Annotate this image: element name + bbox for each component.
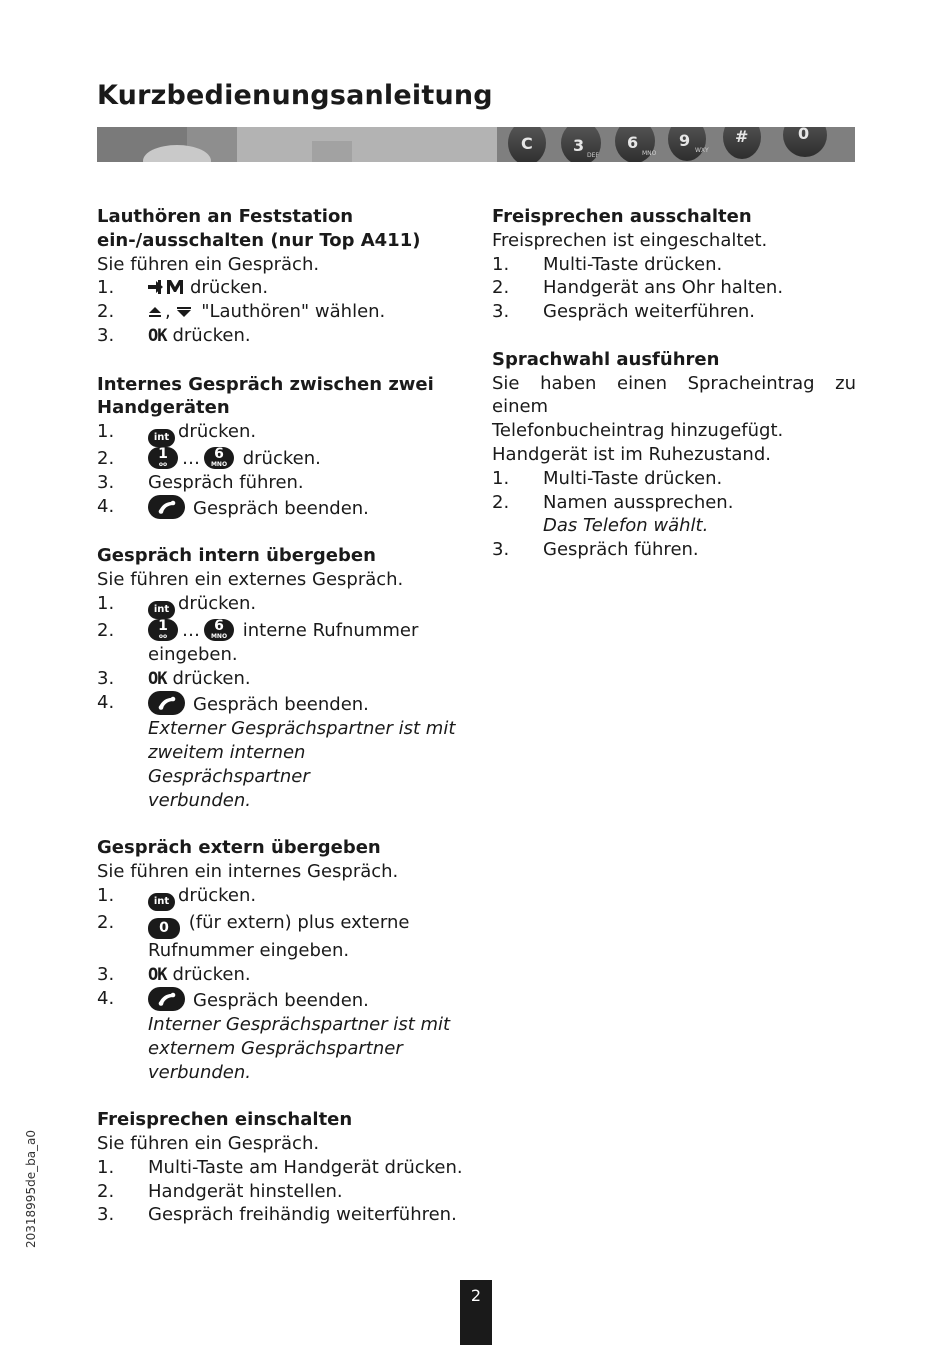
int-key-icon: int (148, 429, 175, 447)
step-text: Handgerät hinstellen. (148, 1180, 343, 1202)
ok-key-icon: OK (148, 964, 167, 985)
step (97, 324, 467, 349)
key-label: 6 (627, 133, 639, 152)
section-title: Gespräch intern übergeben (97, 545, 376, 567)
step-text: Gespräch führen. (148, 471, 304, 493)
ok-key-icon: OK (148, 668, 167, 689)
step-text: Gespräch beenden. (193, 990, 369, 1012)
display-area (237, 127, 497, 162)
step-text: Multi-Taste drücken. (543, 467, 723, 489)
nav-down-icon (176, 306, 192, 318)
step (492, 467, 856, 491)
key-sublabel: MNO (642, 150, 657, 157)
result-note: Interner Gesprächspartner ist mit (148, 1014, 451, 1036)
ellipsis: … (182, 448, 200, 470)
section-title: ein-/ausschalten (nur Top A411) (97, 229, 421, 251)
document-code: 20318995de_ba_a0 (24, 1129, 38, 1248)
step-number: 2. (97, 1180, 115, 1202)
step-text: eingeben. (148, 643, 238, 665)
step (97, 471, 467, 495)
int-key-icon: int (148, 893, 175, 911)
section-title: Lauthören an Feststation (97, 206, 354, 227)
key-sublabel: DEF (587, 152, 599, 159)
menu-key-icon (148, 279, 186, 295)
step-number: 4. (97, 495, 115, 517)
step-number: 4. (97, 692, 115, 714)
step-number: 2. (97, 911, 115, 933)
key-label: C (521, 134, 533, 153)
step (97, 447, 467, 471)
key-1-icon: 1 oo (148, 619, 178, 641)
step-number: 1. (97, 277, 115, 299)
section-handsfree-off (492, 205, 856, 324)
result-note: Externer Gesprächspartner ist mit (148, 718, 456, 740)
step (97, 619, 467, 667)
section-title: Freisprechen ausschalten (492, 206, 752, 227)
result-note: verbunden. (148, 789, 251, 811)
page-number: 2 (460, 1280, 492, 1345)
section-title: Sprachwahl ausführen (492, 348, 720, 370)
ellipsis: … (182, 619, 200, 641)
section-intro: Sie führen ein internes Gespräch. (97, 860, 399, 882)
step-number: 2. (97, 619, 115, 641)
step (97, 667, 467, 692)
step (97, 495, 467, 521)
step-text: Multi-Taste am Handgerät drücken. (148, 1156, 463, 1178)
step-number: 3. (97, 963, 115, 985)
step-text: interne Rufnummer (242, 619, 419, 641)
int-key-icon: int (148, 601, 175, 619)
handset-keypad-banner (97, 127, 855, 162)
result-note: verbunden. (148, 1061, 251, 1083)
section-title: Handgeräten (97, 397, 230, 419)
step (97, 276, 467, 300)
step (492, 276, 856, 300)
section-intro: Handgerät ist im Ruhezustand. (492, 443, 771, 465)
step-number: 3. (97, 1204, 115, 1226)
step-number: 1. (97, 1156, 115, 1178)
step (97, 1203, 467, 1227)
key-label: 9 (679, 131, 691, 150)
step-text: Gespräch weiterführen. (543, 301, 755, 323)
section-intro: Sie haben einen Spracheintrag zu einem (492, 372, 856, 418)
key-6-icon: 6 MNO (204, 619, 234, 641)
step (97, 300, 467, 324)
step-number: 3. (97, 667, 115, 689)
step (492, 253, 856, 277)
step-text: drücken. (190, 277, 269, 299)
step (97, 592, 467, 619)
step-text: (für extern) plus externe (188, 911, 410, 933)
key-label: 0 (798, 127, 810, 143)
step (97, 987, 467, 1013)
end-call-key-icon (148, 495, 185, 519)
step-number: 3. (97, 471, 115, 493)
step (97, 1156, 467, 1180)
step (492, 538, 856, 562)
step (97, 963, 467, 988)
step-number: 2. (97, 301, 115, 323)
result-note: Das Telefon wählt. (543, 515, 709, 537)
key-label: # (735, 127, 749, 146)
section-intro: Sie führen ein Gespräch. (97, 253, 320, 275)
section-transfer-external (97, 836, 467, 1084)
step (97, 911, 467, 963)
nav-up-icon (148, 306, 162, 318)
step-number: 4. (97, 988, 115, 1010)
section-title: Gespräch extern übergeben (97, 837, 381, 859)
step-text: drücken. (172, 324, 251, 346)
step-text: "Lauthören" wählen. (201, 301, 386, 323)
ok-key-icon: OK (148, 325, 167, 346)
step-text: Gespräch führen. (543, 539, 699, 561)
keypad-photo (97, 127, 855, 162)
key-1-icon: 1 oo (148, 447, 178, 469)
step-text: drücken. (178, 884, 257, 906)
section-intro: Sie führen ein Gespräch. (97, 1133, 320, 1155)
step-number: 3. (492, 539, 510, 561)
section-internal-call (97, 373, 467, 521)
step-text: Gespräch freihändig weiterführen. (148, 1204, 457, 1226)
step-text: drücken. (178, 421, 257, 443)
step-number: 1. (97, 884, 115, 906)
step (97, 1180, 467, 1204)
step-number: 3. (492, 301, 510, 323)
section-title: Internes Gespräch zwischen zwei (97, 373, 434, 395)
section-transfer-internal (97, 544, 467, 812)
key-sublabel: WXY (695, 147, 709, 154)
section-handsfree-on (97, 1108, 467, 1227)
section-intro: Sie führen ein externes Gespräch. (97, 569, 404, 591)
key-6-icon: 6 MNO (204, 447, 234, 469)
step (97, 691, 467, 717)
section-intro: Telefonbucheintrag hinzugefügt. (492, 420, 784, 442)
left-column (97, 205, 467, 1251)
step-number: 2. (492, 277, 510, 299)
step-text: drücken. (242, 448, 321, 470)
section-title: Freisprechen einschalten (97, 1109, 353, 1131)
page-title: Kurzbedienungsanleitung (97, 80, 493, 111)
key-label: 3 (573, 136, 585, 155)
step-text: drücken. (178, 592, 257, 614)
key-0-icon: 0 (148, 918, 180, 939)
step-text: drücken. (172, 963, 251, 985)
step (492, 491, 856, 515)
step-number: 2. (97, 448, 115, 470)
result-note: zweitem internen Gesprächspartner (148, 741, 310, 787)
step-text: Multi-Taste drücken. (543, 253, 723, 275)
right-column (492, 205, 856, 586)
step-number: 1. (97, 592, 115, 614)
step-text: Namen aussprechen. (543, 491, 734, 513)
step (492, 300, 856, 324)
step-number: 1. (492, 467, 510, 489)
step (97, 420, 467, 447)
step-text: Rufnummer eingeben. (148, 939, 350, 961)
step-number: 1. (492, 253, 510, 275)
section-intro: Freisprechen ist eingeschaltet. (492, 229, 768, 251)
step-number: 3. (97, 324, 115, 346)
end-call-key-icon (148, 987, 185, 1011)
result-note: externem Gesprächspartner (148, 1037, 403, 1059)
section-speaker-base (97, 205, 467, 349)
step-number: 2. (492, 491, 510, 513)
end-call-key-icon (148, 691, 185, 715)
step-number: 1. (97, 421, 115, 443)
step-text: Gespräch beenden. (193, 694, 369, 716)
step-text: drücken. (172, 667, 251, 689)
step-text: Gespräch beenden. (193, 497, 369, 519)
comma: , (165, 301, 171, 323)
step-text: Handgerät ans Ohr halten. (543, 277, 784, 299)
step (97, 884, 467, 911)
section-voice-dialling (492, 348, 856, 562)
